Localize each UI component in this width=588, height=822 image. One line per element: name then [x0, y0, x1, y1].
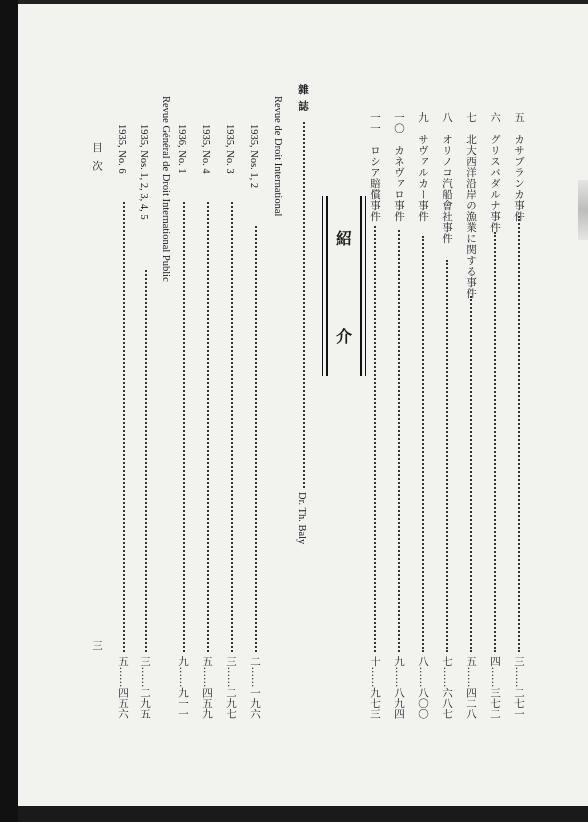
case-pages-8: 七……六八七	[441, 656, 453, 719]
leader-dots	[422, 236, 424, 652]
case-entry-6: 六 グリスバダルナ事件	[489, 112, 501, 233]
leader-dots	[494, 232, 496, 652]
journal-issue: 1936, No. 1	[176, 124, 187, 174]
page-number: 三	[91, 640, 103, 651]
top-edge	[18, 0, 588, 4]
journal-issue: 1935, No. 4	[200, 124, 211, 174]
running-title: 目次	[91, 142, 103, 179]
case-entry-11: 一一 ロシア賠償事件	[369, 112, 381, 222]
case-pages-11: 十……九七三	[369, 656, 381, 719]
heading-char: 紹	[335, 229, 352, 248]
section-heading-shokai	[322, 196, 366, 376]
page-binding	[0, 0, 18, 822]
zasshi-author: Dr. Th. Baly	[296, 492, 307, 545]
case-pages-10: 九……八九四	[393, 656, 405, 719]
journal-issue: 1935, No. 3	[224, 124, 235, 174]
issue-pages: 五……四五九	[201, 656, 213, 719]
leader-dots	[303, 122, 305, 488]
case-pages-7: 五……四二八	[465, 656, 477, 719]
leader-dots	[398, 230, 400, 652]
case-pages-5: 三……二七一	[513, 656, 525, 719]
case-entry-5: 五 カサブランカ事件	[513, 112, 525, 222]
case-entry-8: 八 オリノコ汽船會社事件	[441, 112, 453, 244]
leader-dots	[145, 270, 147, 652]
leader-dots	[446, 260, 448, 652]
leader-dots	[207, 202, 209, 652]
issue-pages: 三……二九七	[225, 656, 237, 719]
case-pages-6: 四……三七二	[489, 656, 501, 719]
issue-pages: 二……一九六	[249, 656, 261, 719]
journal-title: Revue Général de Droit International Public	[160, 96, 171, 282]
case-pages-9: 八……八〇〇	[417, 656, 429, 719]
leader-dots	[470, 296, 472, 652]
case-entry-9: 九 サヴァルカー事件	[417, 112, 429, 222]
leader-dots	[183, 202, 185, 652]
heading-char: 介	[335, 327, 352, 346]
journal-issue: 1935, Nos. 1, 2	[248, 124, 259, 189]
case-entry-10: 一〇 カネヴァロ事件	[393, 112, 405, 222]
zasshi-label: 雜誌	[297, 84, 309, 117]
leader-dots	[123, 202, 125, 652]
journal-title: Revue de Droit International	[272, 96, 283, 217]
leader-dots	[374, 226, 376, 652]
journal-issue: 1935, No. 6	[116, 124, 127, 174]
page-smudge	[578, 180, 588, 240]
leader-dots	[231, 202, 233, 652]
leader-dots	[518, 216, 520, 652]
issue-pages: 五……四五六	[117, 656, 129, 719]
issue-pages: 九……九一一	[177, 656, 189, 719]
issue-pages: 三……二九五	[139, 656, 151, 719]
case-entry-7: 七 北大西洋沿岸の漁業に関する事件	[465, 112, 477, 299]
bottom-edge	[18, 806, 588, 822]
journal-issue: 1935, Nos. 1, 2, 3, 4, 5	[138, 124, 149, 220]
leader-dots	[255, 226, 257, 652]
